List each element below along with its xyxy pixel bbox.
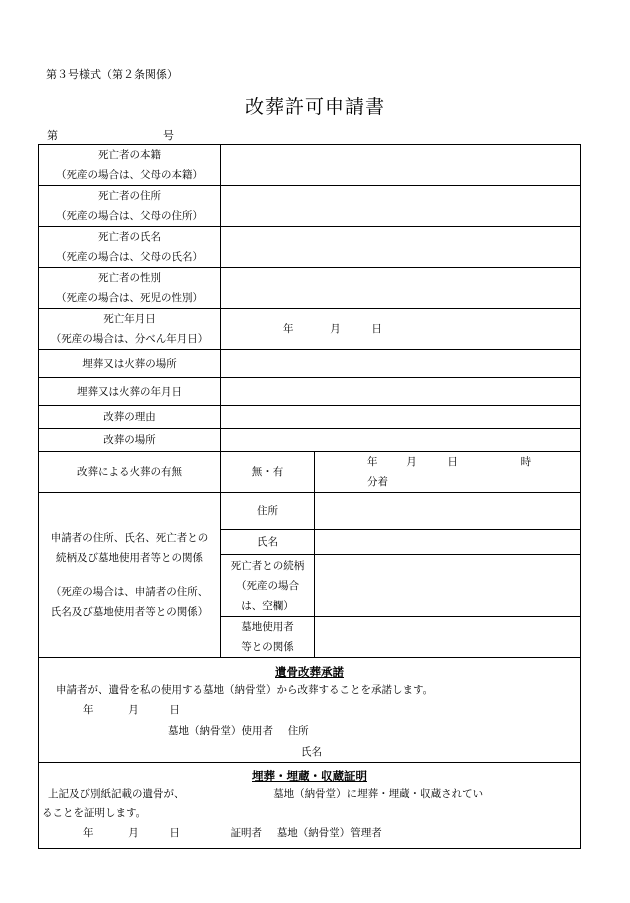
sex-note: （死産の場合は、死児の性別） — [56, 292, 203, 304]
sex-label-cell — [39, 268, 221, 309]
relation-value[interactable] — [315, 555, 581, 617]
burial-place-value[interactable] — [221, 350, 581, 378]
row-burial-date — [39, 378, 581, 406]
applicant-label-line4: 氏名及び墓地使用者等との関係） — [50, 606, 209, 618]
form-number-label: 第３号様式（第２条関係） — [46, 68, 178, 81]
row-name — [39, 227, 581, 268]
death-day: 日 — [371, 323, 382, 335]
cremation-choice[interactable]: 無・有 — [221, 452, 315, 493]
applicant-name-value[interactable] — [315, 530, 581, 555]
applicant-label-line2: 続柄及び墓地使用者等との関係 — [56, 552, 203, 564]
relation-label-line3: は、空欄） — [241, 599, 294, 612]
honseki-label-cell — [39, 145, 221, 186]
address-note: （死産の場合は、父母の住所） — [56, 210, 203, 222]
name-label-cell — [39, 227, 221, 268]
burial-date-value[interactable] — [221, 378, 581, 406]
certificate-text-1a: 上記及び別紙記載の遺骨が、 — [48, 788, 185, 800]
death-year: 年 — [283, 323, 294, 335]
reburial-place-label: 改葬の場所 — [39, 429, 221, 452]
burial-date-label: 埋葬又は火葬の年月日 — [39, 378, 221, 406]
consent-day: 日 — [169, 704, 180, 716]
relation-label-cell — [221, 555, 315, 617]
consent-name-label: 氏名 — [301, 746, 322, 758]
consent-title: 遺骨改葬承諾 — [275, 665, 344, 679]
cremation-datetime[interactable] — [315, 452, 581, 493]
applicant-name-label: 氏名 — [221, 530, 315, 555]
address-label: 死亡者の住所 — [98, 190, 161, 202]
certificate-manager: 墓地（納骨堂）管理者 — [276, 827, 382, 839]
applicant-label-line3: （死産の場合は、申請者の住所、 — [50, 586, 209, 598]
certificate-section — [39, 763, 581, 849]
certificate-text-line2: ることを証明します。 — [42, 807, 147, 819]
name-label: 死亡者の氏名 — [98, 231, 161, 243]
death-date-label: 死亡年月日 — [103, 313, 156, 325]
row-reburial-place — [39, 429, 581, 452]
certificate-month: 月 — [128, 827, 139, 839]
cemetery-relation-value[interactable] — [315, 617, 581, 658]
application-table — [38, 144, 581, 849]
sex-label: 死亡者の性別 — [98, 272, 161, 284]
cremation-month: 月 — [406, 456, 417, 468]
certificate-text-line1 — [39, 785, 580, 804]
honseki-value[interactable] — [221, 145, 581, 186]
consent-user-label: 墓地（納骨堂）使用者 — [168, 725, 273, 737]
relation-label-line2: （死産の場合 — [236, 579, 299, 592]
death-date-note: （死産の場合は、分べん年月日） — [50, 333, 209, 345]
certificate-year: 年 — [83, 827, 94, 839]
row-sex — [39, 268, 581, 309]
row-burial-place — [39, 350, 581, 378]
death-date-label-cell — [39, 309, 221, 350]
relation-label-line1: 死亡者との続柄 — [230, 559, 305, 572]
cremation-label: 改葬による火葬の有無 — [39, 452, 221, 493]
row-address — [39, 186, 581, 227]
number-suffix: 号 — [163, 129, 174, 142]
honseki-note: （死産の場合は、父母の本籍） — [56, 169, 203, 181]
name-value[interactable] — [221, 227, 581, 268]
consent-year: 年 — [83, 704, 94, 716]
sex-value[interactable] — [221, 268, 581, 309]
applicant-address-label: 住所 — [221, 493, 315, 530]
row-death-date — [39, 309, 581, 350]
consent-date — [39, 701, 580, 720]
row-cremation — [39, 452, 581, 493]
cremation-hour: 時 — [520, 456, 532, 468]
reason-label: 改葬の理由 — [39, 406, 221, 429]
row-consent — [39, 658, 581, 763]
consent-section — [39, 658, 581, 763]
cemetery-relation-line2: 等との関係 — [241, 641, 294, 653]
page-title: 改葬許可申請書 — [244, 96, 385, 118]
burial-place-label: 埋葬又は火葬の場所 — [39, 350, 221, 378]
row-honseki — [39, 145, 581, 186]
applicant-label-cell — [39, 493, 221, 658]
applicant-address-value[interactable] — [315, 493, 581, 530]
consent-address-label: 住所 — [287, 725, 309, 737]
death-date-value[interactable] — [221, 309, 581, 350]
address-value[interactable] — [221, 186, 581, 227]
name-note: （死産の場合は、父母の氏名） — [56, 251, 203, 263]
consent-text: 申請者が、遺骨を私の使用する墓地（納骨堂）から改葬することを承諾します。 — [56, 684, 434, 696]
address-label-cell — [39, 186, 221, 227]
cemetery-relation-line1: 墓地使用者 — [241, 621, 294, 633]
honseki-label: 死亡者の本籍 — [98, 149, 161, 161]
row-reason — [39, 406, 581, 429]
applicant-label-line1: 申請者の住所、氏名、死亡者との — [50, 532, 209, 544]
certificate-certifier: 証明者 — [230, 827, 263, 839]
certificate-text-1b: 墓地（納骨堂）に埋葬・埋蔵・収蔵されてい — [273, 788, 484, 800]
reburial-place-value[interactable] — [221, 429, 581, 452]
cremation-day: 日 — [447, 456, 458, 468]
certificate-date-line — [39, 824, 580, 843]
certificate-day: 日 — [169, 827, 180, 839]
row-certificate — [39, 763, 581, 849]
death-month: 月 — [330, 323, 341, 335]
reason-value[interactable] — [221, 406, 581, 429]
certificate-title: 埋葬・埋蔵・収蔵証明 — [252, 769, 367, 783]
cemetery-relation-label-cell — [221, 617, 315, 658]
cremation-minute: 分着 — [367, 476, 388, 488]
row-applicant-address — [39, 493, 581, 530]
cremation-year: 年 — [367, 456, 378, 468]
consent-user-line — [39, 722, 580, 741]
consent-month: 月 — [128, 704, 139, 716]
number-prefix: 第 — [47, 129, 58, 142]
